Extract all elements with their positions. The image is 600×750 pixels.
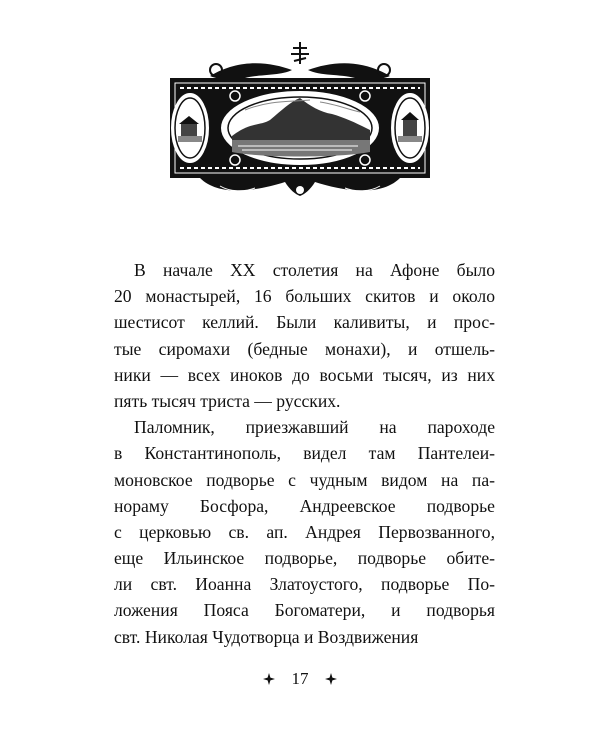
text-line: тые сиромахи (бедные монахи), и отшель-	[114, 338, 495, 359]
text-line: нораму Босфора, Андреевское подворье	[114, 495, 495, 516]
text-line: В начале XX столетия на Афоне было	[134, 260, 495, 280]
text-line: с церковью св. ап. Андрея Первозванного,	[114, 521, 495, 542]
text-line: Паломник, приезжавший на пароходе	[134, 417, 495, 438]
four-point-star-icon	[263, 673, 275, 685]
paragraph	[114, 414, 495, 650]
text-line: в Константинополь, видел там Пантелеи-	[114, 443, 495, 464]
text-line: ложения Пояса Богоматери, и подворья	[114, 600, 495, 621]
page-footer	[0, 668, 600, 689]
text-line: еще Ильинское подворье, подворье обите-	[114, 548, 495, 569]
text-line: ники — всех иноков до восьми тысяч, из них	[114, 364, 495, 385]
text-line: пять тысяч триста — русских.	[114, 390, 341, 411]
four-point-star-icon	[325, 673, 337, 685]
text-line: моновское подворье с чудным видом на па-	[114, 469, 495, 490]
body-text	[114, 257, 495, 650]
page-number: 17	[291, 669, 309, 689]
ornamental-headpiece-icon	[150, 40, 450, 200]
text-line: 20 монастырей, 16 больших скитов и около	[114, 286, 495, 307]
paragraph	[114, 257, 495, 414]
text-line: ли свт. Иоанна Златоустого, подворье По-	[114, 574, 495, 595]
text-line: свт. Николая Чудотворца и Воздвижения	[114, 626, 419, 647]
text-line: шестисот келлий. Были каливиты, и прос-	[114, 312, 495, 333]
cross-icon	[291, 42, 309, 64]
